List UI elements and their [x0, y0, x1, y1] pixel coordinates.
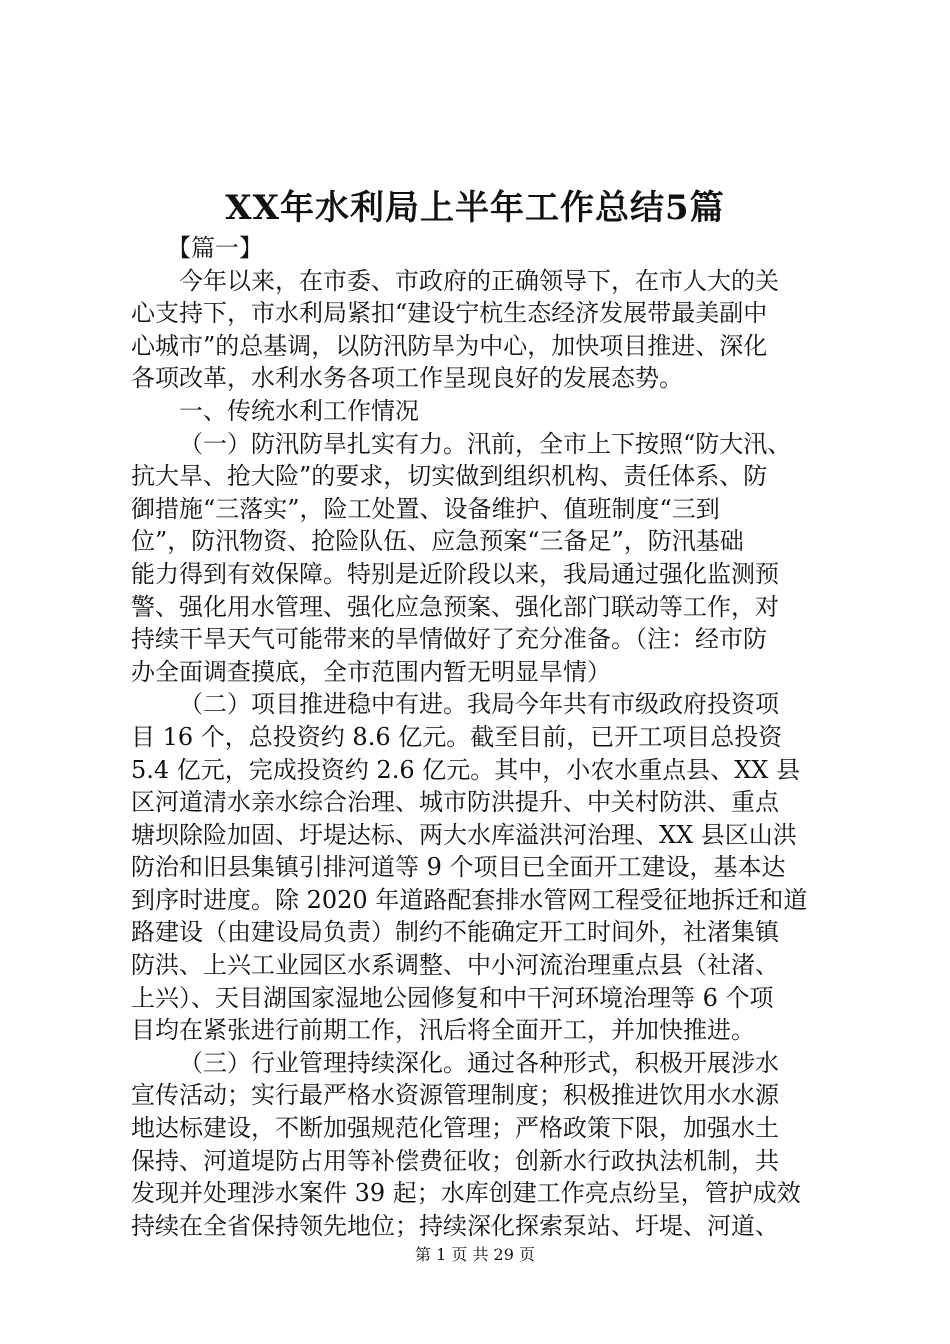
document-title: XX年水利局上半年工作总结5篇 — [225, 188, 725, 228]
document-line: 保持、河道堤防占用等补偿费征收；创新水行政执法机制，共 — [131, 1146, 779, 1175]
document-line: 防洪、上兴工业园区水系调整、中小河流治理重点县（社渚、 — [131, 951, 779, 980]
document-line: 目均在紧张进行前期工作，汛后将全面开工，并加快推进。 — [131, 1016, 755, 1045]
document-line: 各项改革，水利水务各项工作呈现良好的发展态势。 — [131, 364, 683, 393]
document-line: （三）行业管理持续深化。通过各种形式，积极开展涉水 — [179, 1048, 779, 1077]
document-line: 持续干旱天气可能带来的旱情做好了充分准备。（注：经市防 — [131, 625, 767, 654]
document-line: 一、传统水利工作情况 — [179, 396, 419, 425]
document-line: 路建设（由建设局负责）制约不能确定开工时间外，社渚集镇 — [131, 918, 779, 947]
document-line: （一）防汛防旱扎实有力。汛前，全市上下按照“防大汛、 — [179, 429, 792, 458]
document-line: 持续在全省保持领先地位；持续深化探索泵站、圩堤、河道、 — [131, 1211, 779, 1240]
document-line: 办全面调查摸底，全市范围内暂无明显旱情） — [131, 657, 611, 686]
document-line: 上兴）、天目湖国家湿地公园修复和中干河环境治理等 6 个项 — [131, 983, 774, 1012]
document-line: 宣传活动；实行最严格水资源管理制度；积极推进饮用水水源 — [131, 1081, 779, 1110]
document-line: 今年以来，在市委、市政府的正确领导下，在市人大的关 — [179, 266, 779, 295]
document-line: 心城市”的总基调，以防汛防旱为中心，加快项目推进、深化 — [131, 331, 768, 360]
document-line: 御措施“三落实”，险工处置、设备维护、值班制度“三到 — [131, 494, 720, 523]
document-line: 能力得到有效保障。特别是近阶段以来，我局通过强化监测预 — [131, 559, 779, 588]
document-line: （二）项目推进稳中有进。我局今年共有市级政府投资项 — [179, 690, 779, 719]
document-line: 心支持下，市水利局紧扣“建设宁杭生态经济发展带最美副中 — [131, 299, 768, 328]
document-line: 目 16 个，总投资约 8.6 亿元。截至目前，已开工项目总投资 — [131, 722, 783, 751]
document-line: 5.4 亿元，完成投资约 2.6 亿元。其中，小农水重点县、XX 县 — [131, 755, 801, 784]
document-line: 地达标建设，不断加强规范化管理；严格政策下限，加强水土 — [131, 1114, 779, 1143]
document-line: 发现并处理涉水案件 39 起；水库创建工作亮点纷呈，管护成效 — [131, 1179, 801, 1208]
document-line: 塘坝除险加固、圩堤达标、两大水库溢洪河治理、XX 县区山洪 — [131, 820, 797, 849]
document-line: 警、强化用水管理、强化应急预案、强化部门联动等工作，对 — [131, 592, 779, 621]
document-line: 抗大旱、抢大险”的要求，切实做到组织机构、责任体系、防 — [131, 462, 768, 491]
page-footer: 第 1 页 共 29 页 — [415, 1245, 535, 1264]
document-line: 防治和旧县集镇引排河道等 9 个项目已全面开工建设，基本达 — [131, 853, 786, 882]
document-line: 【篇一】 — [167, 234, 263, 262]
document-line: 到序时进度。除 2020 年道路配套排水管网工程受征地拆迁和道 — [131, 885, 808, 914]
document-line: 区河道清水亲水综合治理、城市防洪提升、中关村防洪、重点 — [131, 788, 779, 817]
document-line: 位”，防汛物资、抢险队伍、应急预案“三备足”，防汛基础 — [131, 527, 744, 556]
document-body — [131, 232, 831, 1242]
